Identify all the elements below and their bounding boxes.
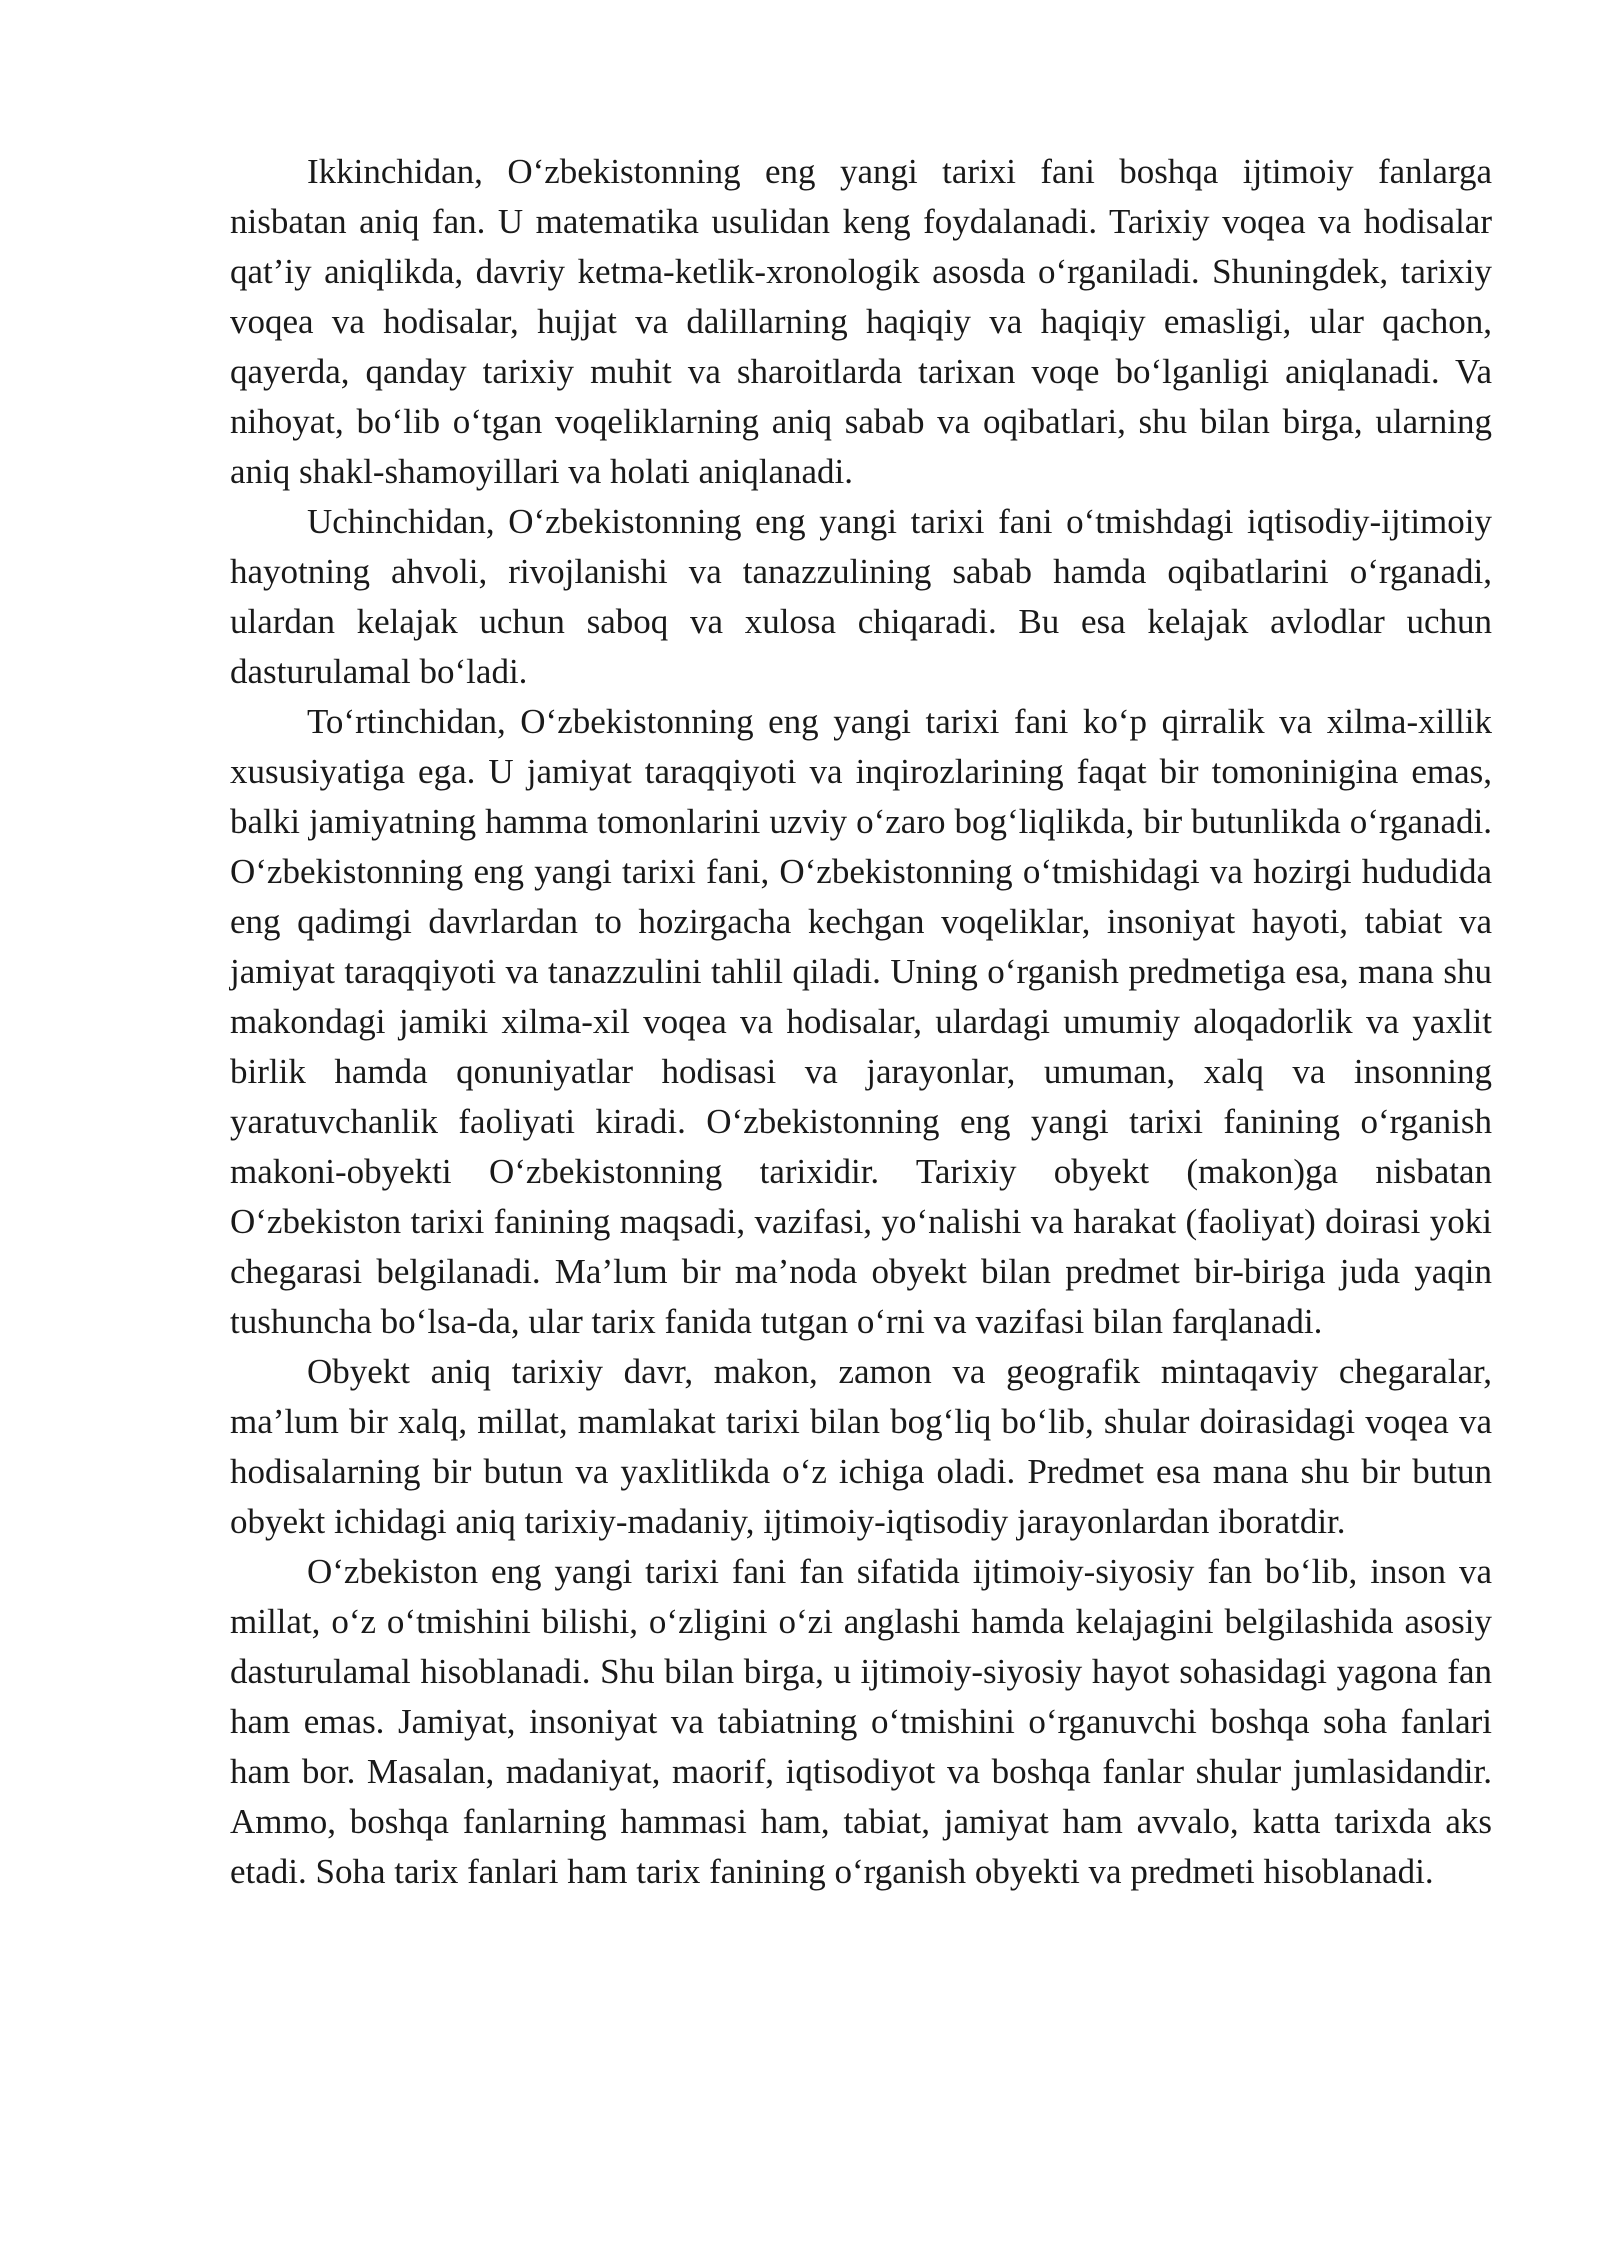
paragraph-tortinchidan: To‘rtinchidan, O‘zbekistonning eng yangi tarixi fani ko‘p qirralik va xilma-xillik xususiyatiga ega. U jamiyat taraqqiyoti va inqirozlarining faqat bir tomoninigina emas, balki jamiyatning hamma tomonlarini uzviy o‘zaro bog‘liqlikda, bir butunlikda o‘rganadi. O‘zbekistonning eng yangi tarixi fani, O‘zbekistonning o‘tmishidagi va hozirgi hududida eng qadimgi davrlardan to hozirgacha kechgan voqeliklar, insoniyat hayoti, tabiat va jamiyat taraqqiyoti va tanazzulini tahlil qiladi. Uning o‘rganish predmetiga esa, mana shu makondagi jamiki xilma-xil voqea va hodisalar, ulardagi umumiy aloqadorlik va yaxlit birlik hamda qonuniyatlar hodisasi va jarayonlar, umuman, xalq va insonning yaratuvchanlik faoliyati kiradi. O‘zbekistonning eng yangi tarixi fanining o‘rganish makoni-obyekti O‘zbekistonning tarixidir. Tarixiy obyekt (makon)ga nisbatan O‘zbekiston tarixi fanining maqsadi, vazifasi, yo‘nalishi va harakat (faoliyat) doirasi yoki chegarasi belgilanadi. Ma’lum bir ma’noda obyekt bilan predmet bir-biriga juda yaqin tushuncha bo‘lsa-da, ular tarix fanida tutgan o‘rni va vazifasi bilan farqlanadi. (230, 702, 1492, 1341)
paragraph-ikkinchidan: Ikkinchidan, O‘zbekistonning eng yangi tarixi fani boshqa ijtimoiy fanlarga nisbatan aniq fan. U matematika usulidan keng foydalanadi. Tarixiy voqea va hodisalar qat’iy aniqlikda, davriy ketma-ketlik-xronologik asosda o‘rganiladi. Shuningdek, tarixiy voqea va hodisalar, hujjat va dalillarning haqiqiy va haqiqiy emasligi, ular qachon, qayerda, qanday tarixiy muhit va sharoitlarda tarixan voqe bo‘lganligi aniqlanadi. Va nihoyat, bo‘lib o‘tgan voqeliklarning aniq sabab va oqibatlari, shu bilan birga, ularning aniq shakl-shamoyillari va holati aniqlanadi. (230, 152, 1492, 491)
document-page (230, 147, 1492, 1897)
paragraph-obyekt: Obyekt aniq tarixiy davr, makon, zamon va geografik mintaqaviy chegaralar, ma’lum bir xalq, millat, mamlakat tarixi bilan bog‘liq bo‘lib, shular doirasidagi voqea va hodisalarning bir butun va yaxlitlikda o‘z ichiga oladi. Predmet esa mana shu bir butun obyekt ichidagi aniq tarixiy-madaniy, ijtimoiy-iqtisodiy jarayonlardan iboratdir. (230, 1352, 1492, 1541)
paragraph-uchinchidan: Uchinchidan, O‘zbekistonning eng yangi tarixi fani o‘tmishdagi iqtisodiy-ijtimoiy hayotning ahvoli, rivojlanishi va tanazzulining sabab hamda oqibatlarini o‘rganadi, ulardan kelajak uchun saboq va xulosa chiqaradi. Bu esa kelajak avlodlar uchun dasturulamal bo‘ladi. (230, 502, 1492, 691)
paragraph-ozbekiston-fani: O‘zbekiston eng yangi tarixi fani fan sifatida ijtimoiy-siyosiy fan bo‘lib, inson va millat, o‘z o‘tmishini bilishi, o‘zligini o‘zi anglashi hamda kelajagini belgilashida asosiy dasturulamal hisoblanadi. Shu bilan birga, u ijtimoiy-siyosiy hayot sohasidagi yagona fan ham emas. Jamiyat, insoniyat va tabiatning o‘tmishini o‘rganuvchi boshqa soha fanlari ham bor. Masalan, madaniyat, maorif, iqtisodiyot va boshqa fanlar shular jumlasidandir. Ammo, boshqa fanlarning hammasi ham, tabiat, jamiyat ham avvalo, katta tarixda aks etadi. Soha tarix fanlari ham tarix fanining o‘rganish obyekti va predmeti hisoblanadi. (230, 1552, 1492, 1891)
